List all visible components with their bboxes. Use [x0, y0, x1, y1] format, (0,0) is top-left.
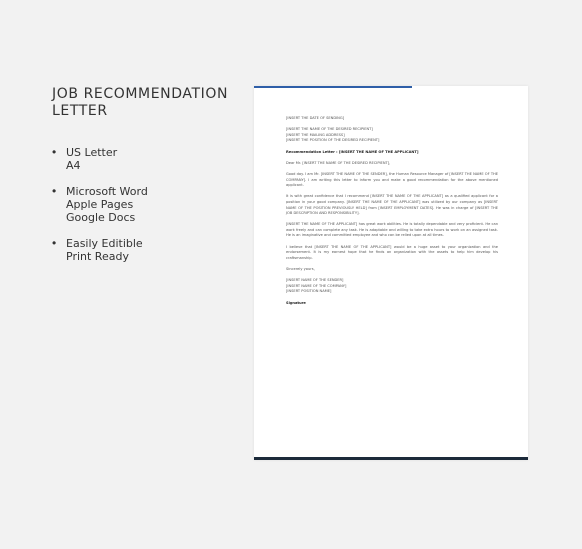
- bullet-icon: •: [52, 236, 57, 250]
- bullet-icon: •: [52, 184, 57, 198]
- feature-item: US Letter: [66, 146, 118, 159]
- letter-body: [286, 116, 498, 306]
- letter-paragraph: I believe that [INSERT THE NAME OF THE APPLICANT] would be a huge asset to your organization and the endorsement. It is my earnest hope that he finds an organization with the assets to help him develop his craftsmanship.: [286, 244, 498, 260]
- page-title: [52, 86, 228, 120]
- letter-paragraph: [INSERT THE NAME OF THE APPLICANT] has great work abilities. He is totally dependable and very proficient. He can work freely and can complete any task. He is adaptable and willing to take extra hours to work on an assigned task. He is an imaginative and committed employee and who can be relied upon at all times.: [286, 222, 498, 238]
- signature-label: Signature: [286, 300, 306, 305]
- recipient-position: [INSERT THE POSITION OF THE DESIRED RECIPIENT]: [286, 138, 380, 143]
- letter-closing: Sincerely yours,: [286, 267, 315, 272]
- bullet-icon: •: [52, 145, 57, 159]
- feature-group-paper-size: [52, 146, 148, 172]
- feature-item: Microsoft Word: [66, 185, 148, 198]
- feature-item: Google Docs: [66, 211, 136, 224]
- accent-line: [254, 86, 412, 88]
- sender-name: [INSERT NAME OF THE SENDER]: [286, 278, 344, 283]
- title-line-1: JOB RECOMMENDATION: [52, 86, 229, 102]
- title-line-2: LETTER: [52, 103, 108, 119]
- footer-bar: [254, 457, 528, 460]
- feature-item: A4: [66, 159, 81, 172]
- letter-paragraph: Good day. I am Mr. [INSERT THE NAME OF THE SENDER], the Human Resource Manager of [INSERT THE NAME OF THE COMPANY]. I am writing this letter to inform you and make a good recommendation for the above mentioned applicant.: [286, 171, 498, 188]
- sender-company: [INSERT NAME OF THE COMPANY]: [286, 283, 347, 288]
- letter-salutation: Dear Mr. [INSERT THE NAME OF THE DESIRED RECIPIENT],: [286, 160, 391, 165]
- recipient-name: [INSERT THE NAME OF THE DESIRED RECIPIENT]: [286, 127, 373, 132]
- feature-item: Apple Pages: [66, 198, 134, 211]
- feature-group-formats: [52, 185, 148, 224]
- feature-list: [52, 146, 148, 276]
- feature-item: Easily Editible: [66, 237, 143, 250]
- letter-date: [INSERT THE DATE OF SENDING]: [286, 116, 345, 120]
- feature-group-usage: [52, 237, 148, 263]
- feature-item: Print Ready: [66, 250, 129, 263]
- recipient-address: [INSERT THE MAILING ADDRESS]: [286, 132, 345, 137]
- sender-position: [INSERT POSITION NAME]: [286, 289, 332, 294]
- letter-preview: [254, 86, 528, 460]
- letter-subject: Recommendation Letter : [INSERT THE NAME OF THE APPLICANT]: [286, 149, 419, 154]
- letter-paragraph: It is with great confidence that I recommend [INSERT THE NAME OF THE APPLICANT] as a qualified applicant for a position in your good company. [INSERT THE NAME OF THE APPLICANT] was utilized by our company as [INSERT NAME OF THE POSITION PREVIOUSLY HELD] from [INSERT EMPLOYMENT DATES]. He was in charge of [INSERT THE JOB DESCRIPTION AND RESPONSIBILITY].: [286, 194, 498, 216]
